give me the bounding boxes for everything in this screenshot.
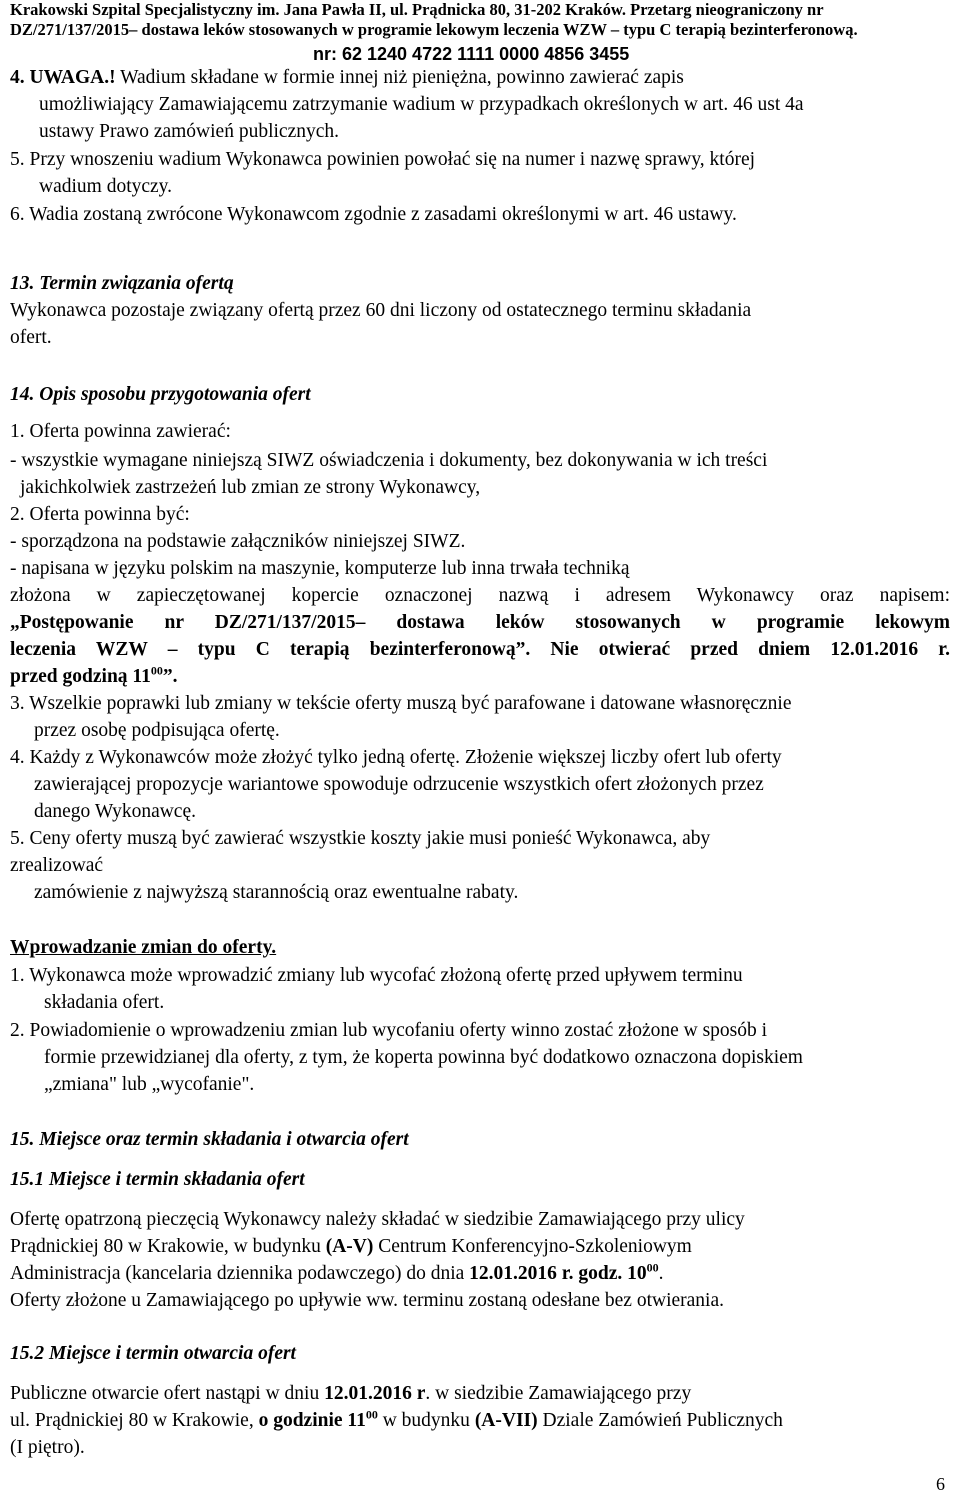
section-14-point-4-line-2: zawierającej propozycje wariantowe spowoduje odrzucenie wszystkich ofert złożonych przez — [34, 774, 764, 795]
changes-point-2-line-2: formie przewidzianej dla oferty, z tym, że koperta powinna być dodatkowo oznaczona dopiskiem — [44, 1047, 803, 1068]
section-14-point-2-item-a: - sporządzona na podstawie załączników niniejszej SIWZ. — [10, 531, 466, 552]
section-13-line-1: Wykonawca pozostaje związany ofertą przez 60 dni liczony od ostatecznego terminu składania — [10, 300, 752, 321]
wadium-point-4-line-2: umożliwiający Zamawiającemu zatrzymanie wadium w przypadkach określonych w art. 46 ust 4a — [39, 94, 804, 115]
section-15-2-in-building: w budynku — [377, 1410, 475, 1431]
section-15-2-heading: 15.2 Miejsce i termin otwarcia ofert — [10, 1343, 296, 1364]
section-15-2-street: ul. Prądnickiej 80 w Krakowie, — [10, 1410, 259, 1431]
wadium-point-4-text: Wadium składane w formie innej niż pieniężna, powinno zawierać zapis — [120, 67, 684, 88]
section-14-point-5-line-2: zrealizować — [10, 855, 104, 876]
section-14-point-4-line-1: 4. Każdy z Wykonawców może złożyć tylko jedną ofertę. Złożenie większej liczby ofert lub oferty — [10, 747, 782, 768]
section-13-line-2: ofert. — [10, 327, 52, 348]
changes-point-1-line-1: 1. Wykonawca może wprowadzić zmiany lub wycofać złożoną ofertę przed upływem terminu — [10, 965, 743, 986]
section-15-1-period: . — [658, 1263, 664, 1284]
marking-line-3 — [10, 665, 177, 689]
section-15-2-hour: o godzinie 11 — [258, 1410, 366, 1431]
section-15-2-intro: Publiczne otwarcie ofert nastąpi w dniu — [10, 1383, 325, 1404]
wadium-warning: UWAGA — [29, 67, 105, 88]
section-14-point-5-line-3: zamówienie z najwyższą starannością oraz ewentualne rabaty. — [34, 882, 519, 903]
section-15-2-place: . w siedzibie Zamawiającego przy — [425, 1383, 692, 1404]
section-14-point-4-line-3: danego Wykonawcę. — [34, 801, 196, 822]
section-15-1-line-1: Ofertę opatrzoną pieczęcią Wykonawcy należy składać w siedzibie Zamawiającego przy ulicy — [10, 1209, 745, 1230]
wadium-point-4-line-1 — [10, 66, 684, 90]
marking-closing-quote: ”. — [162, 666, 178, 687]
section-15-2-line-2 — [10, 1409, 783, 1433]
section-14-point-5-line-1: 5. Ceny oferty muszą być zawierać wszystkie koszty jakie musi ponieść Wykonawca, aby — [10, 828, 711, 849]
header-account-number: nr: 62 1240 4722 1111 0000 4856 3455 — [313, 44, 630, 64]
section-15-1-line-2 — [10, 1235, 692, 1259]
wadium-point-5-line-2: wadium dotyczy. — [39, 176, 173, 197]
section-15-1-office: Administracja (kancelaria dziennika podawczego) do dnia — [10, 1263, 470, 1284]
marking-line-2: leczenia WZW – typu C terapią bezinterferonową”. Nie otwierać przed dniem 12.01.2016 r. — [10, 639, 950, 660]
changes-heading: Wprowadzanie zmian do oferty. — [10, 937, 277, 958]
section-15-1-centre: Centrum Konferencyjno-Szkoleniowym — [373, 1236, 692, 1257]
section-14-point-2-item-b: - napisana w języku polskim na maszynie, komputerze lub inna trwała techniką — [10, 558, 630, 579]
section-15-2-line-1 — [10, 1382, 691, 1406]
section-14-point-3-line-2: przez osobę podpisująca ofertę. — [34, 720, 280, 741]
section-14-heading: 14. Opis sposobu przygotowania ofert — [10, 384, 311, 405]
section-15-2-hour-minutes: 00 — [365, 1407, 378, 1422]
section-14-point-1: 1. Oferta powinna zawierać: — [10, 421, 231, 442]
section-14-point-2: 2. Oferta powinna być: — [10, 504, 190, 525]
section-15-1-heading: 15.1 Miejsce i termin składania ofert — [10, 1169, 305, 1190]
marking-line-1: „Postępowanie nr DZ/271/137/2015– dostawa leków stosowanych w programie lekowym — [10, 612, 950, 633]
section-15-2-building: (A-VII) — [474, 1410, 538, 1431]
section-15-1-building: (A-V) — [325, 1236, 374, 1257]
marking-deadline-minutes: 00 — [150, 663, 163, 678]
section-15-1-deadline-minutes: 00 — [646, 1260, 659, 1275]
section-13-heading: 13. Termin związania ofertą — [10, 273, 234, 294]
section-15-1-line-4: Oferty złożone u Zamawiającego po upływie ww. terminu zostaną odesłane bez otwierania. — [10, 1290, 724, 1311]
header-line-2: DZ/271/137/2015– dostawa leków stosowanych w programie lekowym leczenia WZW – typu C terapią bezinterferonową. — [10, 20, 858, 39]
section-15-heading: 15. Miejsce oraz termin składania i otwarcia ofert — [10, 1129, 409, 1150]
changes-point-2-line-3: „zmiana" lub „wycofanie". — [44, 1074, 255, 1095]
section-15-1-deadline: 12.01.2016 r. godz. 10 — [469, 1263, 647, 1284]
wadium-point-4-line-3: ustawy Prawo zamówień publicznych. — [39, 121, 340, 142]
wadium-point-4-number: 4. — [10, 67, 25, 88]
section-15-2-line-3: (I piętro). — [10, 1437, 85, 1458]
section-14-point-2-item-c: złożona w zapieczętowanej kopercie oznaczonej nazwą i adresem Wykonawcy oraz napisem: — [10, 585, 950, 606]
page-number: 6 — [936, 1474, 945, 1494]
section-15-1-address: Prądnickiej 80 w Krakowie, w budynku — [10, 1236, 326, 1257]
section-14-point-1-item-line-2: jakichkolwiek zastrzeżeń lub zmian ze strony Wykonawcy, — [20, 477, 481, 498]
marking-deadline-hour: przed godziną 11 — [10, 666, 151, 687]
header-line-1: Krakowski Szpital Specjalistyczny im. Jana Pawła II, ul. Prądnicka 80, 31-202 Kraków. Przetarg nieograniczony nr — [10, 0, 824, 19]
section-15-2-date: 12.01.2016 r — [324, 1383, 426, 1404]
section-15-2-department: Dziale Zamówień Publicznych — [537, 1410, 783, 1431]
changes-point-1-line-2: składania ofert. — [44, 992, 165, 1013]
wadium-point-5-line-1: 5. Przy wnoszeniu wadium Wykonawca powinien powołać się na numer i nazwę sprawy, której — [10, 149, 756, 170]
changes-point-2-line-1: 2. Powiadomienie o wprowadzeniu zmian lub wycofaniu oferty winno zostać złożone w sposób i — [10, 1020, 768, 1041]
wadium-warning-mark: .! — [104, 67, 116, 88]
wadium-point-6: 6. Wadia zostaną zwrócone Wykonawcom zgodnie z zasadami określonymi w art. 46 ustawy. — [10, 204, 737, 225]
section-14-point-3-line-1: 3. Wszelkie poprawki lub zmiany w tekście oferty muszą być parafowane i datowane własnoręcznie — [10, 693, 792, 714]
section-15-1-line-3 — [10, 1262, 664, 1286]
section-14-point-1-item-line-1: - wszystkie wymagane niniejszą SIWZ oświadczenia i dokumenty, bez dokonywania w ich treści — [10, 450, 768, 471]
